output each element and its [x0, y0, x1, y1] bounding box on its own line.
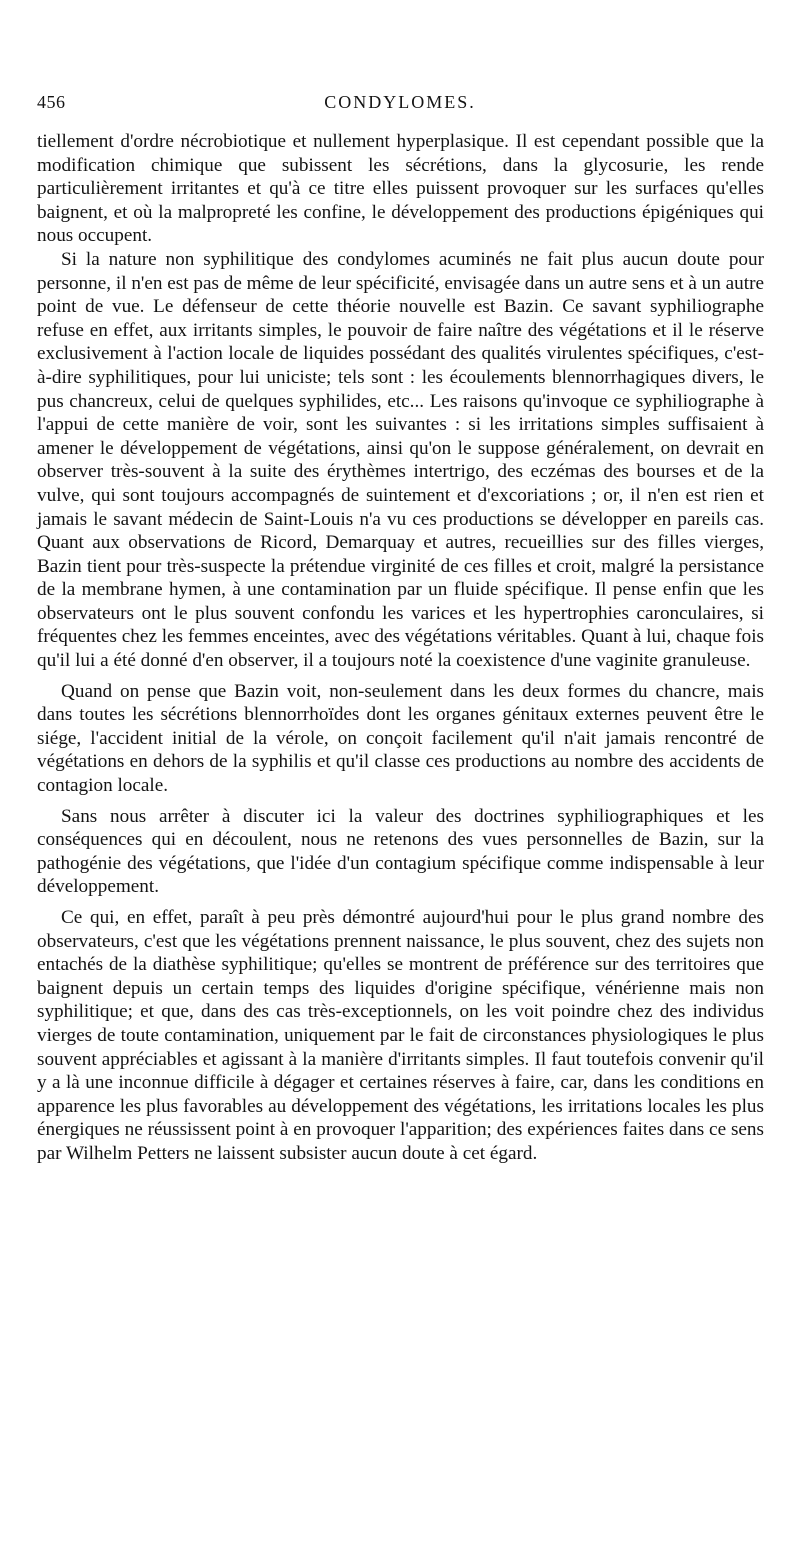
paragraph-continuation: tiellement d'ordre nécrobiotique et nullement hyperplasique. Il est cependant possible que la modification chimique que subissent les sécrétions, dans la glycosurie, les rende particulièrement irritantes et qu'à ce titre elles puissent provoquer sur les surfaces qu'elles baignent, et où la malpropreté les confine, le développement des productions épigéniques qui nous occupent. — [37, 131, 764, 247]
page-header — [37, 92, 763, 116]
paragraph-doctrines: Sans nous arrêter à discuter ici la valeur des doctrines syphiliographiques et les conséquences qui en découlent, nous ne retenons des vues personnelles de Bazin, sur la pathogénie des végétations, que l'idée d'un contagium spécifique comme indispensable à leur développement. — [37, 805, 764, 898]
running-title: CONDYLOMES. — [324, 92, 476, 112]
paragraph-bazin-theory: Si la nature non syphilitique des condylomes acuminés ne fait plus aucun doute pour personne, il n'en est pas de même de leur spécificité, envisagée dans un autre sens et à un autre point de vue. Le défenseur de cette théorie nouvelle est Bazin. Ce savant syphiliographe refuse en effet, aux irritants simples, le pouvoir de faire naître des végétations et il le réserve exclusivement à l'action locale de liquides possédant des qualités virulentes spécifiques, c'est-à-dire syphilitiques, pour lui uniciste; tels sont : les écoulements blennorrhagiques divers, le pus chancreux, celui de quelques syphilides, etc... Les raisons qu'invoque ce syphiliographe à l'appui de cette manière de voir, sont les suivantes : si les irritations simples suffisaient à amener le développement de végétations, ainsi qu'on le suppose généralement, on devrait en observer très-souvent à la suite des érythèmes intertrigo, des eczémas des bourses et de la vulve, qui sont toujours accompagnés de suintement et d'excoriations ; or, il n'en est rien et jamais le savant médecin de Saint-Louis n'a vu ces productions se développer en pareils cas. Quant aux observations de Ricord, Demarquay et autres, recueillies sur des filles vierges, Bazin tient pour très-suspecte la prétendue virginité de ces filles et croit, malgré la persistance de la membrane hymen, à une contamination par un fluide spécifique. Il pense enfin que les observateurs ont le plus souvent confondu les varices et les hypertrophies caronculaires, si fréquentes chez les femmes enceintes, avec des végétations véritables. Quant à lui, chaque fois qu'il lui a été donné d'en observer, il a toujours noté la coexistence d'une vaginite granuleuse. — [37, 248, 764, 672]
body-text — [37, 130, 764, 1166]
page-number: 456 — [37, 92, 66, 112]
paragraph-bazin-conclusion: Quand on pense que Bazin voit, non-seulement dans les deux formes du chancre, mais dans toutes les sécrétions blennorrhoïdes dont les organes génitaux externes peuvent être le siége, l'accident initial de la vérole, on conçoit facilement qu'il n'ait jamais rencontré de végétations en dehors de la syphilis et qu'il classe ces productions au nombre des accidents de contagion locale. — [37, 680, 764, 797]
paragraph-observations: Ce qui, en effet, paraît à peu près démontré aujourd'hui pour le plus grand nombre des observateurs, c'est que les végétations prennent naissance, le plus souvent, chez des sujets non entachés de la diathèse syphilitique; qu'elles se montrent de préférence sur des territoires que baignent depuis un certain temps des liquides d'origine spécifique, vénérienne mais non syphilitique; et que, dans des cas très-exceptionnels, on les voit poindre chez des individus vierges de toute contamination, uniquement par le fait de circonstances physiologiques le plus souvent appréciables et agissant à la manière d'irritants simples. Il faut toutefois convenir qu'il y a là une inconnue difficile à dégager et certaines réserves à faire, car, dans les conditions en apparence les plus favorables au développement des végétations, les irritations locales les plus énergiques ne réussissent point à en provoquer l'apparition; des expériences faites dans ce sens par Wilhelm Petters ne laissent subsister aucun doute à cet égard. — [37, 907, 764, 1164]
